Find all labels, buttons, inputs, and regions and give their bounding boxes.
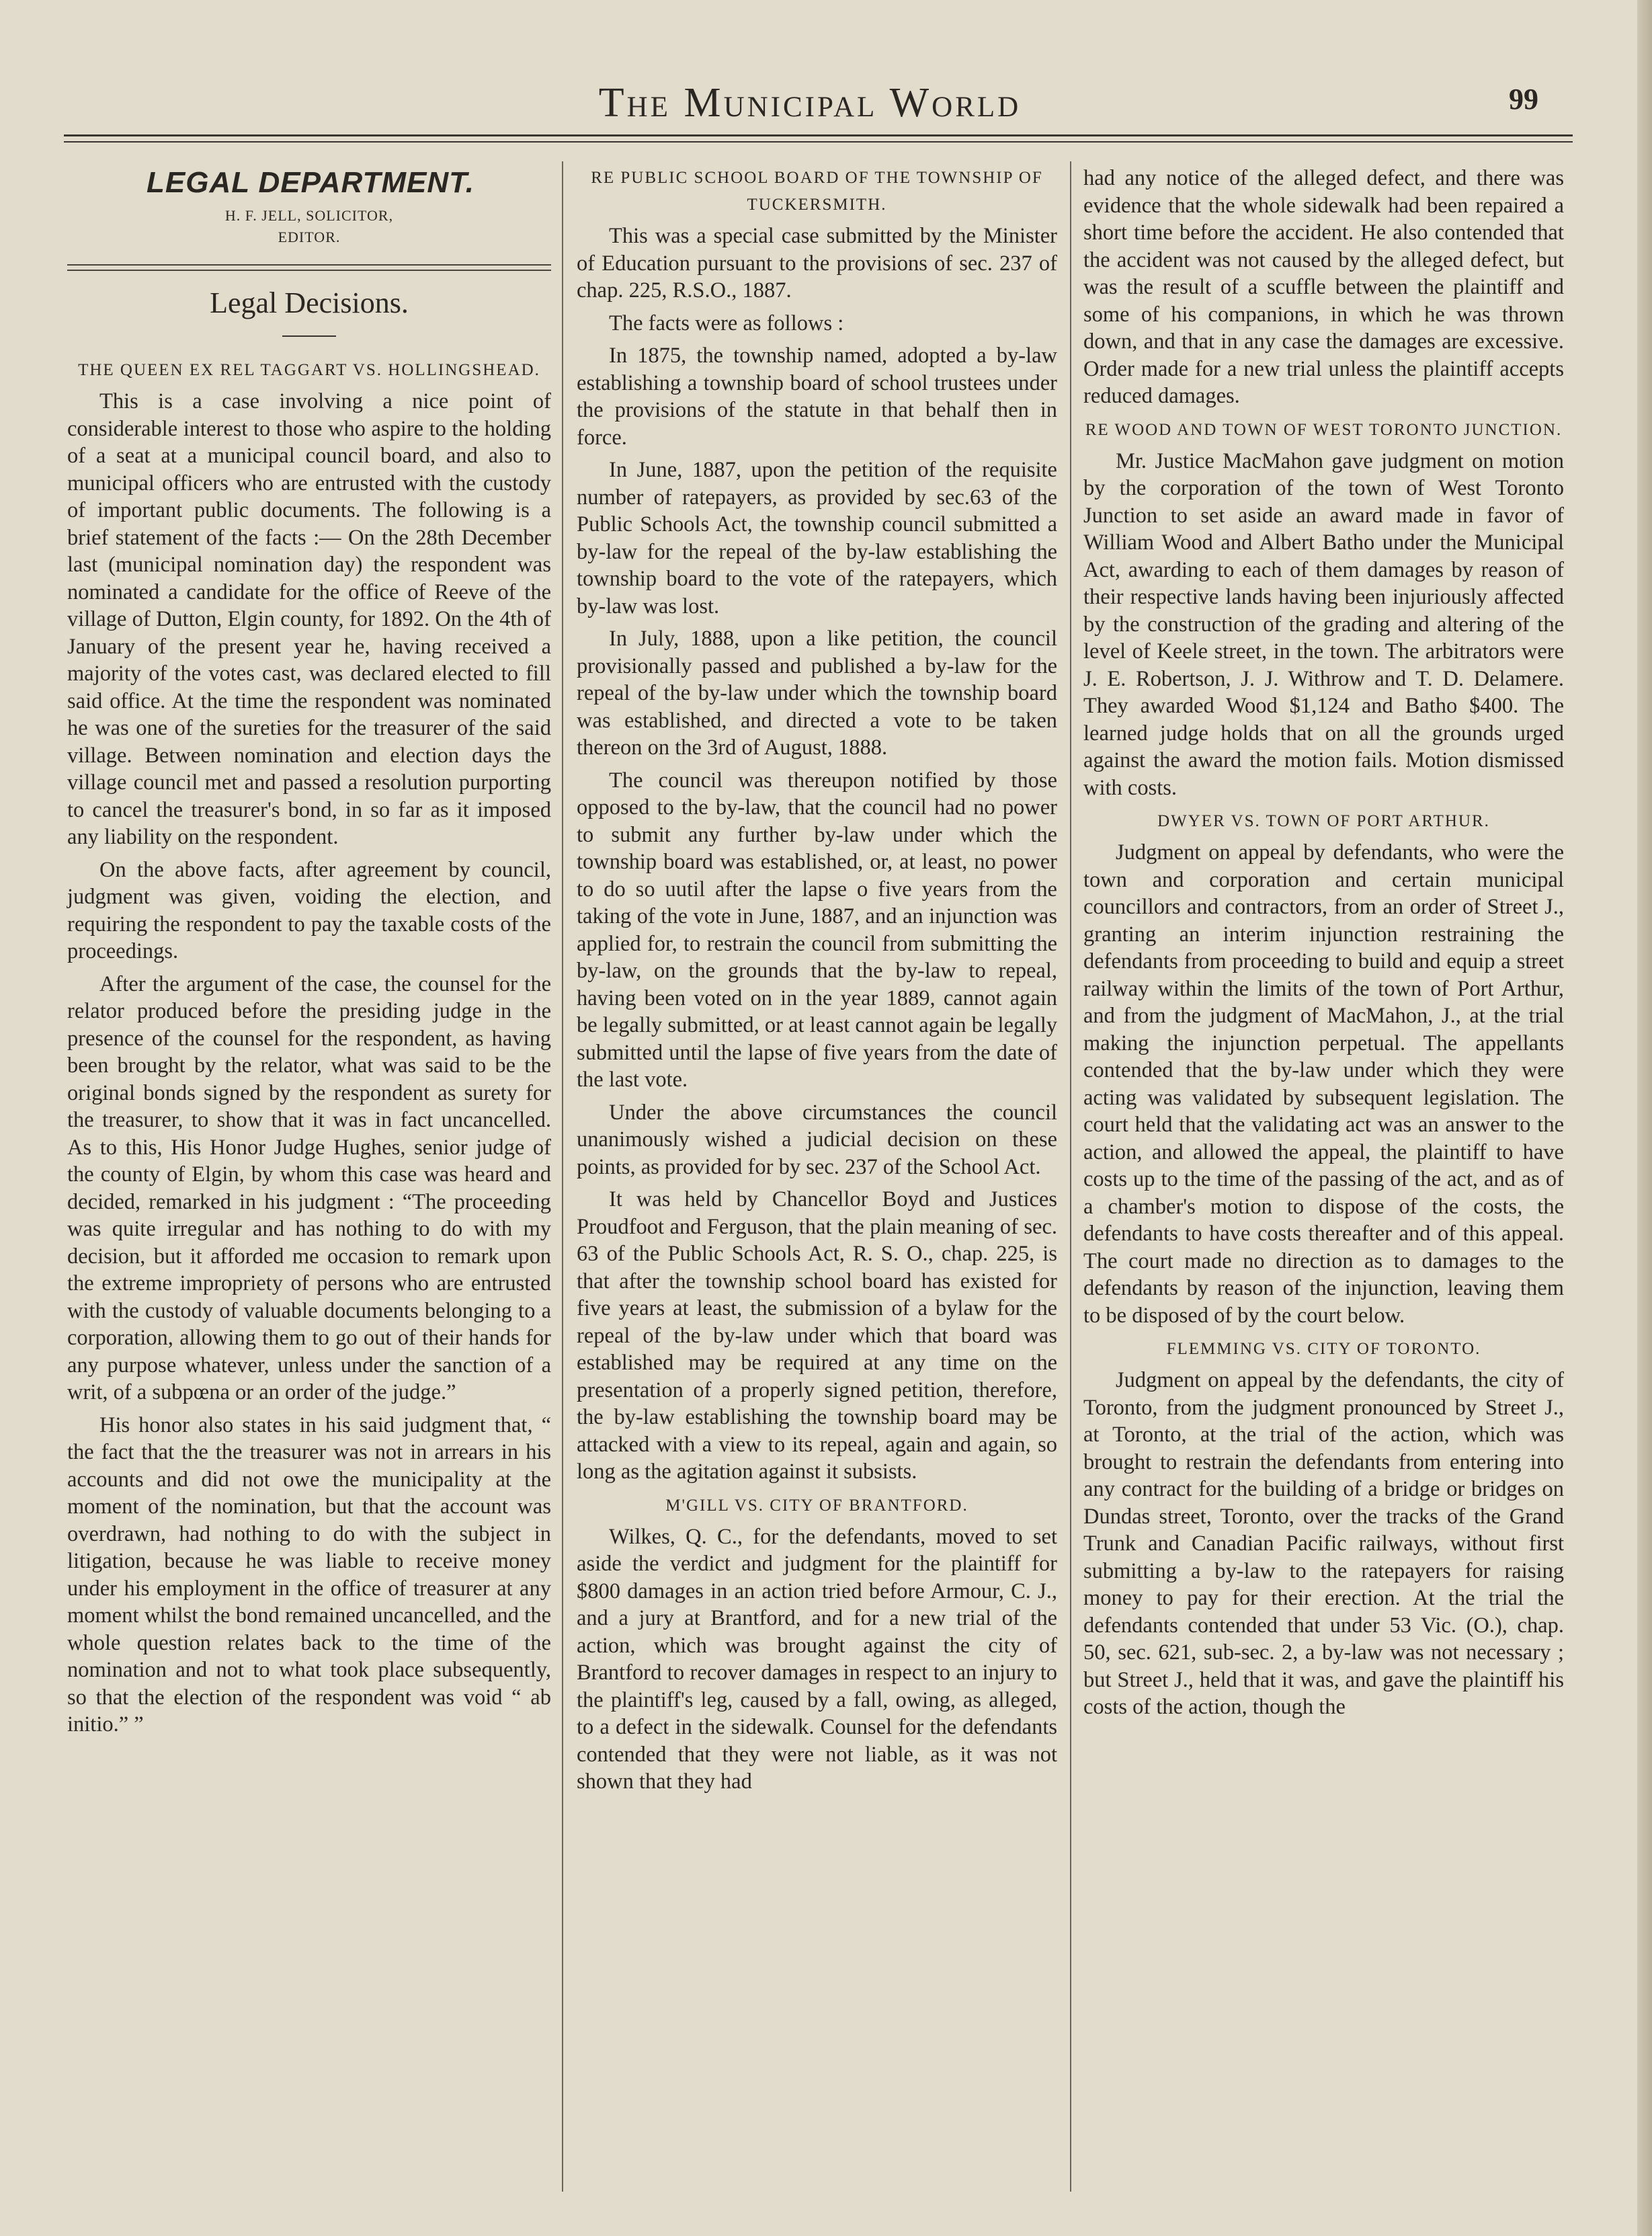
section-rule — [67, 264, 551, 266]
paragraph: In 1875, the township named, adopted a by-law establishing a township board of school trustees under the provisions of the statute in that behalf then in force. — [577, 344, 1057, 450]
paragraph: This is a case involving a nice point of considerable interest to those who aspire to the holding of a seat at a municipal council board, and also to municipal officers who are entrusted with the custody of important public documents. The following is a brief statement of the facts :— On the 28th December last (municipal nomination day) the respondent was nominated a candidate for the office of Reeve of the village of Dutton, Elgin county, for 1892. On the 4th of January of the present year he, having received a majority of the votes cast, was declared elected to fill said office. At the time the respondent was nominated he was one of the sureties for the treasurer of the said village. Between nomination and election days the village council met and passed a resolution purporting to cancel the treasurer's bond, in so far as it imposed any liability on the respondent. — [67, 389, 551, 849]
paragraph: It was held by Chancellor Boyd and Justices Proudfoot and Ferguson, that the plain meaning of sec. 63 of the Public Schools Act, R. S. O., chap. 225, is that after the township school board has existed for five years at least, the submission of a bylaw for the repeal of the by-law under which that board was established may be required at any time on the presentation of a properly signed petition, therefore, the by-law establishing the township board may be attacked with a view to its repeal, again and again, so long as the agitation against it subsists. — [577, 1187, 1057, 1484]
case-heading: RE PUBLIC SCHOOL BOARD OF THE TOWNSHIP OF TUCKERSMITH. — [591, 169, 1043, 214]
case-heading: RE WOOD AND TOWN OF WEST TORONTO JUNCTION. — [1085, 420, 1563, 439]
column-rule — [562, 161, 563, 2192]
case-heading: FLEMMING VS. CITY OF TORONTO. — [1166, 1340, 1481, 1358]
editor-line-2: EDITOR. — [278, 229, 341, 245]
column-3 — [1083, 165, 1564, 1721]
paragraph: The council was thereupon notified by those opposed to the by-law, that the council had no power to submit any further by-law under which the township board was established, or, at least, no power to do so uutil after the lapse o five years from the taking of the vote in June, 1887, and an injunction was applied for, to restrain the council from submitting the by-law, on the grounds that the by-law to repeal, having been voted on in the year 1889, cannot again be legally submitted, or at least cannot again be legally submitted until the lapse of five years from the date of the last vote. — [577, 768, 1057, 1092]
paragraph: After the argument of the case, the counsel for the relator produced before the presiding judge in the presence of the counsel for the respondent, as having been brought by the relator, what was said to be the original bonds signed by the respondent as surety for the treasurer, to show that it was in fact uncancelled. As to this, His Honor Judge Hughes, senior judge of the county of Elgin, by whom this case was heard and decided, remarked in his judgment : “The proceeding was quite irregular and has nothing to do with my decision, but it afforded me occasion to remark upon the extreme impropriety of persons who are entrusted with the custody of valuable documents belonging to a corporation, allowing them to go out of their hands for any purpose whatever, unless under the sanction of a writ, of a subpœna or an order of the judge.” — [67, 971, 551, 1404]
paragraph: Judgment on appeal by defendants, who were the town and corporation and certain municipal councillors and contractors, from an order of Street J., granting an interim injunction restraining the defendants from proceeding to build and equip a street railway within the limits of the town of Port Arthur, and from the judgment of MacMahon, J., at the trial making the injunction perpetual. The appellants contended that the by-law under which they were acting was validated by subsequent legislation. The court held that the validating act was an answer to the action, and allowed the appeal, the plaintiff to have costs up to the time of the passing of the act, and as of a chamber's motion to dispose of the costs, the defendants to have costs thereafter and of this appeal. The court made no direction as to damages to the defendants by reason of the injunction, leaving them to be disposed of by the court below. — [1083, 840, 1564, 1328]
case-heading: M'GILL VS. CITY OF BRANTFORD. — [665, 1496, 968, 1515]
case-heading: DWYER VS. TOWN OF PORT ARTHUR. — [1157, 812, 1490, 830]
paragraph: This was a special case submitted by the Minister of Education pursuant to the provisions of sec. 237 of chap. 225, R.S.O., 1887. — [577, 224, 1057, 303]
column-rule — [1070, 161, 1071, 2192]
department-title: LEGAL DEPARTMENT. — [147, 166, 474, 199]
paragraph: In June, 1887, upon the petition of the requisite number of ratepayers, as provided by sec.63 of the Public Schools Act, the township council submitted a by-law for the repeal of the by-law establishing the township board to the vote of the ratepayers, which by-law was lost. — [577, 458, 1057, 618]
column-1 — [67, 165, 551, 1739]
paragraph: In July, 1888, upon a like petition, the council provisionally passed and published a by-law for the repeal of the by-law under which the township board was established, and directed a vote to be taken thereon on the 3rd of August, 1888. — [577, 627, 1057, 760]
editor-line-1: H. F. JELL, SOLICITOR, — [224, 207, 394, 224]
section-rule — [67, 270, 551, 271]
page-number: 99 — [1509, 83, 1538, 116]
masthead-rule-thin — [64, 141, 1573, 143]
paragraph: His honor also states in his said judgment that, “ the fact that the the treasurer was not in arrears in his accounts and did not owe the municipality at the moment of the nomination, but that the account was overdrawn, had nothing to do with the subject in litigation, because he was liable to receive money under his employment in the office of treasurer at any moment whilst the bond remained uncancelled, and the whole question relates back to the time of the nomination and not to what took place subsequently, so that the election of the respondent was void “ ab initio.” ” — [67, 1412, 551, 1736]
paragraph: The facts were as follows : — [609, 311, 844, 335]
paragraph: Wilkes, Q. C., for the defendants, moved to set aside the verdict and judgment for the plaintiff for $800 damages in an action tried before Armour, C. J., and a jury at Brantford, and for a new trial of the action, which was brought against the city of Brantford to recover damages in respect to an injury to the plaintiff's leg, caused by a fall, owing, as alleged, to a defect in the sidewalk. Counsel for the defendants contended that they were not liable, as it was not shown that they had — [577, 1524, 1057, 1794]
page-edge — [1637, 0, 1652, 2236]
paragraph: Judgment on appeal by the defendants, the city of Toronto, from the judgment pronounced by Street J., at Toronto, at the trial of the action, which was brought to restrain the defendants from entering into any contract for the building of a bridge or bridges on Dundas street, Toronto, over the tracks of the Grand Trunk and Canadian Pacific railways, without first submitting a by-law to the ratepayers for raising money to pay for their erection. At the trial the defendants contended that under 53 Vic. (O.), chap. 50, sec. 621, sub-sec. 2, a by-law was not necessary ; but Street J., held that it was, and gave the plaintiff his costs of the action, though the — [1083, 1368, 1564, 1719]
paragraph: Under the above circumstances the council unanimously wished a judicial decision on these points, as provided for by sec. 237 of the School Act. — [577, 1100, 1057, 1179]
masthead-rule — [64, 134, 1573, 136]
paragraph: had any notice of the alleged defect, and there was evidence that the whole sidewalk had been repaired a short time before the accident. He also contended that the accident was not caused by the alleged defect, but was the result of a scuffle between the plaintiff and some of his companions, in which he was thrown down, and that in any case the damages are excessive. Order made for a new trial unless the plaintiff accepts reduced damages. — [1083, 166, 1564, 408]
column-2 — [577, 165, 1057, 1796]
short-rule — [282, 335, 336, 337]
paragraph: On the above facts, after agreement by council, judgment was given, voiding the election, and requiring the respondent to pay the taxable costs of the proceedings. — [67, 857, 551, 963]
case-heading: THE QUEEN EX REL TAGGART VS. HOLLINGSHEAD. — [78, 361, 540, 379]
section-title: Legal Decisions. — [210, 286, 409, 319]
paragraph: Mr. Justice MacMahon gave judgment on motion by the corporation of the town of West Toronto Junction to set aside an award made in favor of William Wood and Albert Batho under the Municipal Act, awarding to each of them damages by reason of their respective lands having been injuriously affected by the construction of the grading and altering of the level of Keele street, in the town. The arbitrators were J. E. Robertson, J. J. Withrow and T. D. Delamere. They awarded Wood $1,124 and Batho $400. The learned judge holds that on all the grounds urged against the award the motion fails. Motion dismissed with costs. — [1083, 448, 1564, 800]
masthead: The Municipal World — [598, 80, 1022, 126]
